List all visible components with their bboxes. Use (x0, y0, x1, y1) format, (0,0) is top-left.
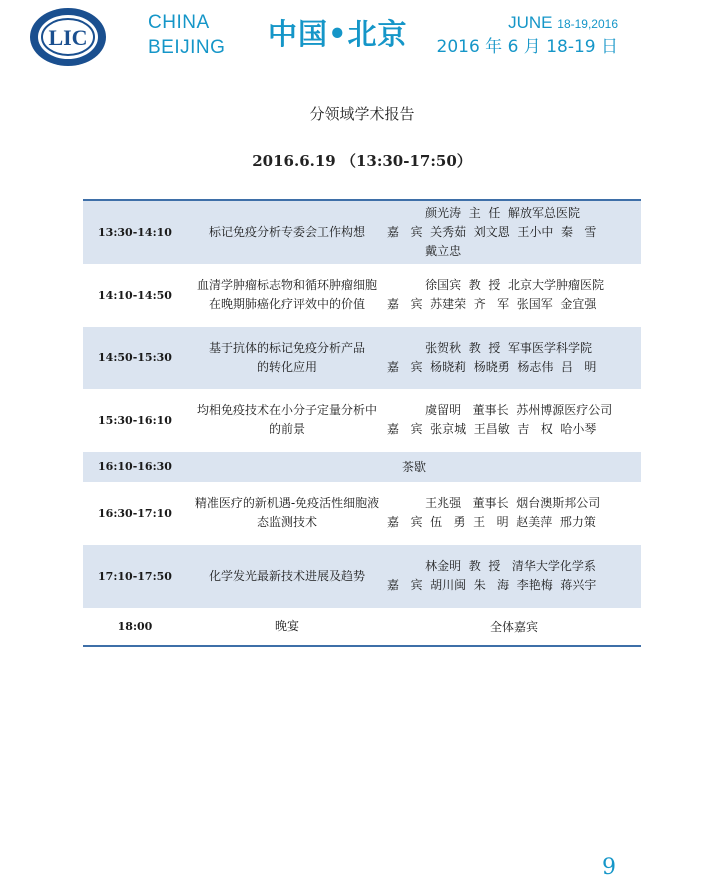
schedule-table (83, 199, 641, 647)
row-time: 18:00 (83, 608, 187, 646)
speaker-line: 嘉 宾 苏建荣 齐 军 张国军 金宜强 (387, 297, 597, 311)
table-row (83, 326, 641, 389)
table-row-banquet (83, 608, 641, 646)
row-speakers (387, 389, 641, 451)
row-speakers (387, 200, 641, 264)
date-month: JUNE (508, 13, 553, 32)
session-date: 2016.6.19 （13:30-17:50） (252, 152, 472, 170)
table-row (83, 264, 641, 326)
table-row-break (83, 451, 641, 482)
topic-line: 在晚期肺癌化疗评效中的价值 (208, 297, 365, 311)
row-time: 13:30-14:10 (83, 200, 187, 264)
break-label: 茶歇 (187, 451, 641, 482)
logo-text: LIC (48, 25, 88, 50)
row-time: 16:30-17:10 (83, 482, 187, 544)
speaker-line: 戴立忠 (387, 243, 462, 258)
table-row (83, 544, 641, 608)
speaker-line: 虞留明 董事长 苏州博源医疗公司 (387, 403, 613, 417)
section-title: 分领域学术报告 (309, 105, 415, 123)
topic-line: 化学发光最新技术进展及趋势 (208, 568, 365, 583)
topic-line: 血清学肿瘤标志物和循环肿瘤细胞 (196, 278, 377, 292)
table-row (83, 200, 641, 264)
row-topic (187, 389, 387, 451)
date-days: 18-19,2016 (557, 17, 618, 31)
row-time: 14:10-14:50 (83, 264, 187, 326)
topic-line: 均相免疫技术在小分子定量分析中 (196, 403, 377, 417)
conference-dates (437, 12, 619, 59)
speaker-line: 嘉 宾 杨晓莉 杨晓勇 杨志伟 吕 明 (387, 359, 597, 374)
table-row (83, 389, 641, 451)
row-speakers (387, 544, 641, 608)
row-topic (187, 326, 387, 389)
date-chinese: 2016 年 6 月 18-19 日 (436, 37, 618, 57)
table-row (83, 482, 641, 544)
topic-line: 精准医疗的新机遇-免疫活性细胞液 (194, 496, 380, 510)
topic-line: 态监测技术 (256, 515, 317, 529)
topic-line: 的转化应用 (256, 359, 317, 374)
date-english (437, 12, 619, 35)
page-number: 9 (602, 855, 616, 880)
row-speakers (387, 326, 641, 389)
row-topic (187, 608, 387, 646)
city-en-line2: BEIJING (148, 37, 226, 58)
row-topic (187, 544, 387, 608)
topic-line: 晚宴 (274, 619, 299, 634)
topic-line: 的前景 (268, 422, 305, 436)
speaker-line: 嘉 宾 胡川闽 朱 海 李艳梅 蒋兴宇 (387, 578, 597, 592)
row-speakers (387, 482, 641, 544)
speaker-line: 林金明 教 授 清华大学化学系 (387, 559, 596, 573)
speaker-line: 嘉 宾 伍 勇 王 明 赵美萍 邢力策 (387, 515, 596, 529)
row-topic (187, 482, 387, 544)
city-en-line1: CHINA (148, 12, 210, 33)
speaker-line: 颜光涛 主 任 解放军总医院 (387, 205, 581, 220)
city-chinese: 中国•北京 (268, 17, 408, 51)
conference-logo (28, 6, 108, 68)
topic-line: 基于抗体的标记免疫分析产品 (208, 340, 365, 355)
speaker-line: 徐国宾 教 授 北京大学肿瘤医院 (387, 278, 605, 292)
row-topic (187, 200, 387, 264)
row-time: 15:30-16:10 (83, 389, 187, 451)
row-topic (187, 264, 387, 326)
topic-line: 标记免疫分析专委会工作构想 (208, 224, 365, 239)
row-time: 16:10-16:30 (83, 451, 187, 482)
row-time: 14:50-15:30 (83, 326, 187, 389)
guests-label: 全体嘉宾 (387, 608, 641, 646)
speaker-line: 张贺秋 教 授 军事医学科学院 (387, 340, 593, 355)
city-english (148, 10, 225, 60)
speaker-line: 嘉 宾 张京城 王昌敏 吉 权 哈小琴 (387, 422, 597, 436)
speaker-line: 王兆强 董事长 烟台澳斯邦公司 (387, 496, 601, 510)
speaker-line: 嘉 宾 关秀茹 刘文恩 王小中 秦 雪 (387, 224, 597, 239)
row-speakers (387, 264, 641, 326)
row-time: 17:10-17:50 (83, 544, 187, 608)
